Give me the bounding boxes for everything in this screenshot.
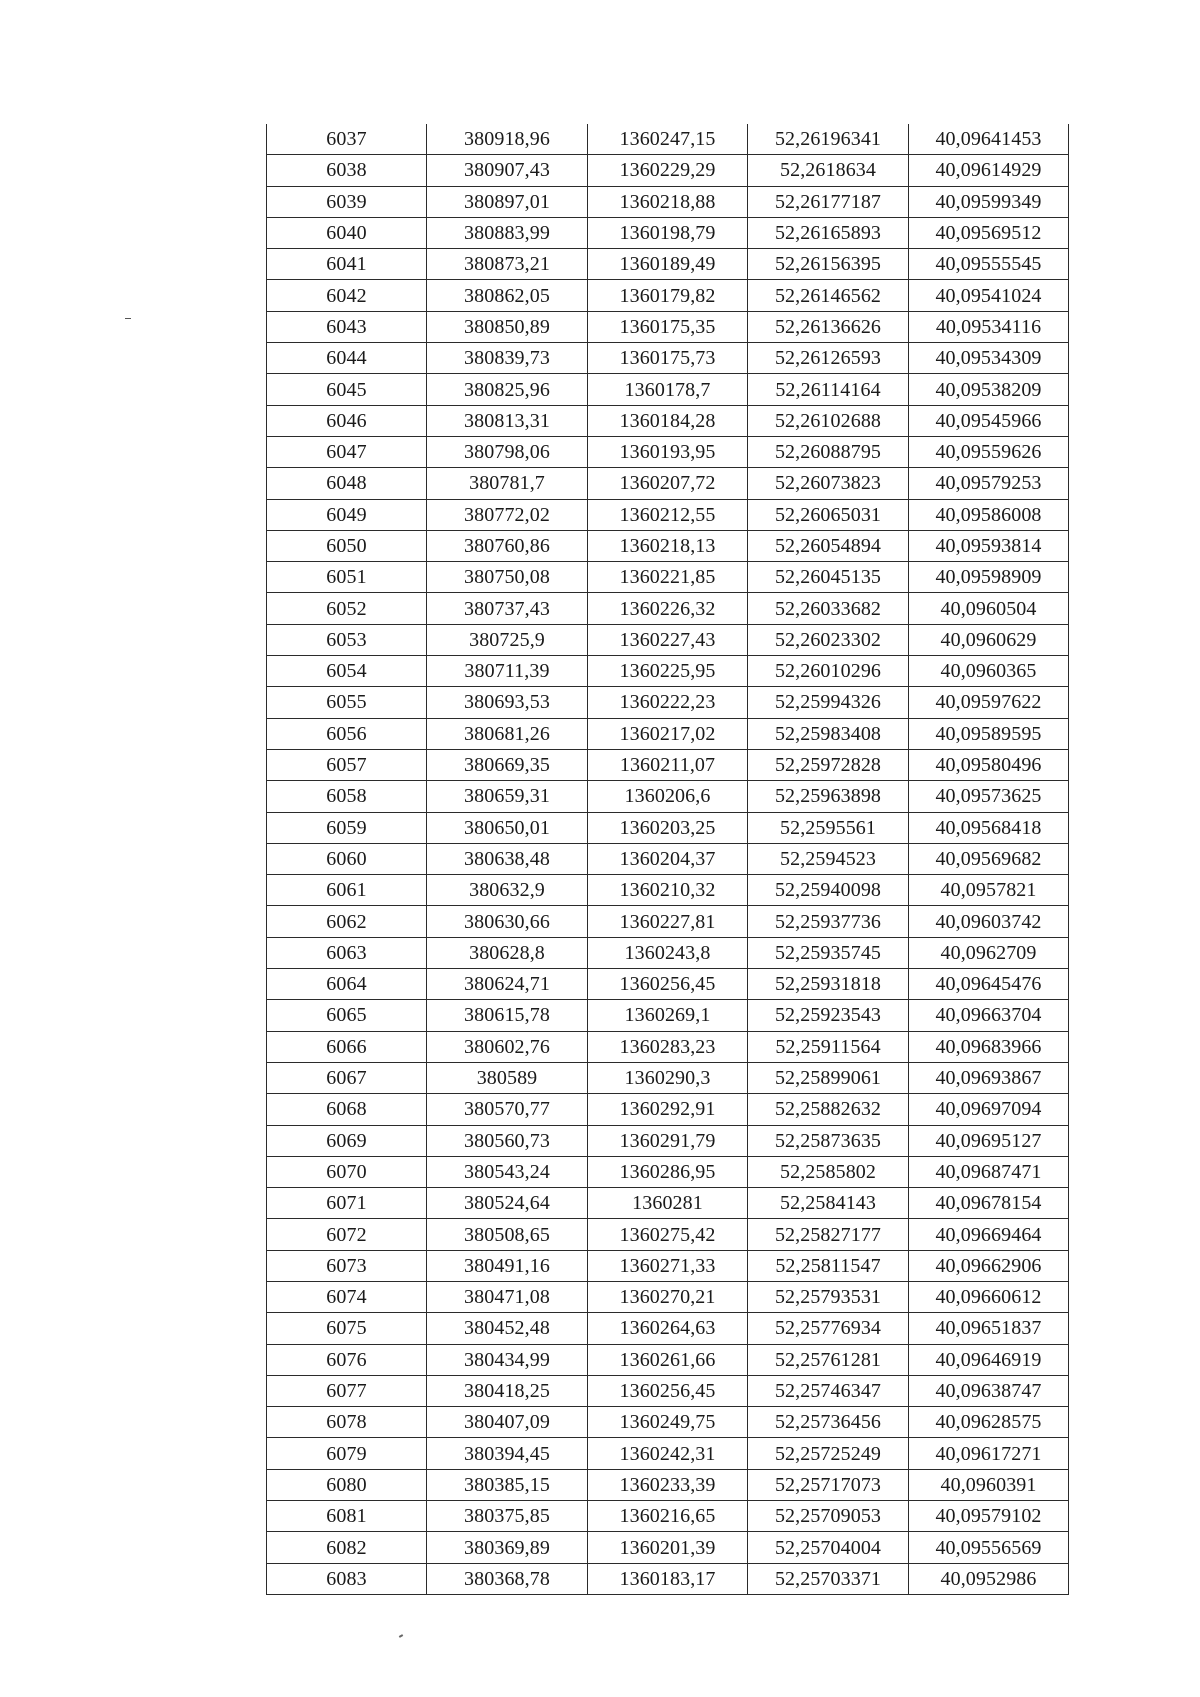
table-row (267, 937, 1069, 968)
point-number-cell: 6080 (267, 1469, 427, 1500)
longitude-cell: 40,09645476 (909, 969, 1069, 1000)
latitude-cell: 52,26136626 (748, 311, 909, 342)
y-coordinate-cell: 1360178,7 (588, 374, 748, 405)
table-row (267, 1407, 1069, 1438)
x-coordinate-cell: 380681,26 (427, 718, 588, 749)
point-number-cell: 6059 (267, 812, 427, 843)
longitude-cell: 40,09641453 (909, 124, 1069, 155)
longitude-cell: 40,09573625 (909, 781, 1069, 812)
table-row (267, 374, 1069, 405)
y-coordinate-cell: 1360226,32 (588, 593, 748, 624)
point-number-cell: 6045 (267, 374, 427, 405)
y-coordinate-cell: 1360271,33 (588, 1250, 748, 1281)
x-coordinate-cell: 380725,9 (427, 624, 588, 655)
y-coordinate-cell: 1360175,35 (588, 311, 748, 342)
longitude-cell: 40,09538209 (909, 374, 1069, 405)
longitude-cell: 40,09559626 (909, 436, 1069, 467)
table-row (267, 1188, 1069, 1219)
y-coordinate-cell: 1360217,02 (588, 718, 748, 749)
point-number-cell: 6040 (267, 217, 427, 248)
y-coordinate-cell: 1360175,73 (588, 343, 748, 374)
longitude-cell: 40,0952986 (909, 1563, 1069, 1594)
x-coordinate-cell: 380630,66 (427, 906, 588, 937)
point-number-cell: 6054 (267, 656, 427, 687)
table-row (267, 875, 1069, 906)
latitude-cell: 52,25972828 (748, 749, 909, 780)
y-coordinate-cell: 1360233,39 (588, 1469, 748, 1500)
point-number-cell: 6044 (267, 343, 427, 374)
point-number-cell: 6047 (267, 436, 427, 467)
x-coordinate-cell: 380760,86 (427, 530, 588, 561)
x-coordinate-cell: 380862,05 (427, 280, 588, 311)
latitude-cell: 52,25963898 (748, 781, 909, 812)
point-number-cell: 6070 (267, 1156, 427, 1187)
latitude-cell: 52,25746347 (748, 1375, 909, 1406)
longitude-cell: 40,09669464 (909, 1219, 1069, 1250)
latitude-cell: 52,25717073 (748, 1469, 909, 1500)
latitude-cell: 52,26054894 (748, 530, 909, 561)
table-row (267, 436, 1069, 467)
point-number-cell: 6072 (267, 1219, 427, 1250)
point-number-cell: 6083 (267, 1563, 427, 1594)
latitude-cell: 52,26065031 (748, 499, 909, 530)
table-row (267, 1375, 1069, 1406)
longitude-cell: 40,09614929 (909, 155, 1069, 186)
point-number-cell: 6037 (267, 124, 427, 155)
table-row (267, 124, 1069, 155)
point-number-cell: 6049 (267, 499, 427, 530)
point-number-cell: 6052 (267, 593, 427, 624)
table-row (267, 718, 1069, 749)
point-number-cell: 6048 (267, 468, 427, 499)
point-number-cell: 6039 (267, 186, 427, 217)
table-row (267, 280, 1069, 311)
longitude-cell: 40,09598909 (909, 562, 1069, 593)
y-coordinate-cell: 1360184,28 (588, 405, 748, 436)
x-coordinate-cell: 380543,24 (427, 1156, 588, 1187)
longitude-cell: 40,09597622 (909, 687, 1069, 718)
y-coordinate-cell: 1360216,65 (588, 1501, 748, 1532)
longitude-cell: 40,09660612 (909, 1281, 1069, 1312)
x-coordinate-cell: 380369,89 (427, 1532, 588, 1563)
point-number-cell: 6073 (267, 1250, 427, 1281)
x-coordinate-cell: 380650,01 (427, 812, 588, 843)
y-coordinate-cell: 1360218,88 (588, 186, 748, 217)
point-number-cell: 6046 (267, 405, 427, 436)
x-coordinate-cell: 380632,9 (427, 875, 588, 906)
x-coordinate-cell: 380524,64 (427, 1188, 588, 1219)
table-row (267, 1313, 1069, 1344)
longitude-cell: 40,09534309 (909, 343, 1069, 374)
x-coordinate-cell: 380918,96 (427, 124, 588, 155)
x-coordinate-cell: 380407,09 (427, 1407, 588, 1438)
x-coordinate-cell: 380659,31 (427, 781, 588, 812)
point-number-cell: 6062 (267, 906, 427, 937)
table-row (267, 1125, 1069, 1156)
point-number-cell: 6058 (267, 781, 427, 812)
table-row (267, 155, 1069, 186)
longitude-cell: 40,09695127 (909, 1125, 1069, 1156)
longitude-cell: 40,09580496 (909, 749, 1069, 780)
y-coordinate-cell: 1360207,72 (588, 468, 748, 499)
y-coordinate-cell: 1360203,25 (588, 812, 748, 843)
point-number-cell: 6078 (267, 1407, 427, 1438)
y-coordinate-cell: 1360206,6 (588, 781, 748, 812)
latitude-cell: 52,2585802 (748, 1156, 909, 1187)
x-coordinate-cell: 380839,73 (427, 343, 588, 374)
x-coordinate-cell: 380570,77 (427, 1094, 588, 1125)
latitude-cell: 52,26102688 (748, 405, 909, 436)
point-number-cell: 6082 (267, 1532, 427, 1563)
y-coordinate-cell: 1360201,39 (588, 1532, 748, 1563)
table-row (267, 843, 1069, 874)
point-number-cell: 6074 (267, 1281, 427, 1312)
x-coordinate-cell: 380813,31 (427, 405, 588, 436)
x-coordinate-cell: 380602,76 (427, 1031, 588, 1062)
table-row (267, 1000, 1069, 1031)
y-coordinate-cell: 1360222,23 (588, 687, 748, 718)
longitude-cell: 40,09569682 (909, 843, 1069, 874)
longitude-cell: 40,09555545 (909, 249, 1069, 280)
x-coordinate-cell: 380798,06 (427, 436, 588, 467)
point-number-cell: 6076 (267, 1344, 427, 1375)
point-number-cell: 6060 (267, 843, 427, 874)
point-number-cell: 6055 (267, 687, 427, 718)
table-row (267, 656, 1069, 687)
longitude-cell: 40,09617271 (909, 1438, 1069, 1469)
point-number-cell: 6051 (267, 562, 427, 593)
longitude-cell: 40,09569512 (909, 217, 1069, 248)
y-coordinate-cell: 1360189,49 (588, 249, 748, 280)
x-coordinate-cell: 380750,08 (427, 562, 588, 593)
latitude-cell: 52,25937736 (748, 906, 909, 937)
latitude-cell: 52,25776934 (748, 1313, 909, 1344)
x-coordinate-cell: 380638,48 (427, 843, 588, 874)
point-number-cell: 6077 (267, 1375, 427, 1406)
longitude-cell: 40,09534116 (909, 311, 1069, 342)
y-coordinate-cell: 1360291,79 (588, 1125, 748, 1156)
longitude-cell: 40,09683966 (909, 1031, 1069, 1062)
x-coordinate-cell: 380560,73 (427, 1125, 588, 1156)
point-number-cell: 6056 (267, 718, 427, 749)
point-number-cell: 6057 (267, 749, 427, 780)
y-coordinate-cell: 1360204,37 (588, 843, 748, 874)
point-number-cell: 6038 (267, 155, 427, 186)
latitude-cell: 52,25931818 (748, 969, 909, 1000)
y-coordinate-cell: 1360218,13 (588, 530, 748, 561)
x-coordinate-cell: 380737,43 (427, 593, 588, 624)
latitude-cell: 52,26114164 (748, 374, 909, 405)
x-coordinate-cell: 380491,16 (427, 1250, 588, 1281)
x-coordinate-cell: 380711,39 (427, 656, 588, 687)
y-coordinate-cell: 1360275,42 (588, 1219, 748, 1250)
latitude-cell: 52,26073823 (748, 468, 909, 499)
table-row (267, 812, 1069, 843)
table-row (267, 969, 1069, 1000)
x-coordinate-cell: 380615,78 (427, 1000, 588, 1031)
latitude-cell: 52,25923543 (748, 1000, 909, 1031)
x-coordinate-cell: 380452,48 (427, 1313, 588, 1344)
latitude-cell: 52,26033682 (748, 593, 909, 624)
latitude-cell: 52,2595561 (748, 812, 909, 843)
latitude-cell: 52,25793531 (748, 1281, 909, 1312)
x-coordinate-cell: 380628,8 (427, 937, 588, 968)
margin-mark (125, 318, 131, 319)
point-number-cell: 6081 (267, 1501, 427, 1532)
table-row (267, 749, 1069, 780)
table-row (267, 1281, 1069, 1312)
scan-speck (399, 1634, 403, 1638)
point-number-cell: 6042 (267, 280, 427, 311)
table-row (267, 1532, 1069, 1563)
latitude-cell: 52,25873635 (748, 1125, 909, 1156)
y-coordinate-cell: 1360286,95 (588, 1156, 748, 1187)
x-coordinate-cell: 380669,35 (427, 749, 588, 780)
latitude-cell: 52,26023302 (748, 624, 909, 655)
latitude-cell: 52,25827177 (748, 1219, 909, 1250)
table-row (267, 1062, 1069, 1093)
longitude-cell: 40,09593814 (909, 530, 1069, 561)
point-number-cell: 6053 (267, 624, 427, 655)
table-row (267, 624, 1069, 655)
latitude-cell: 52,26146562 (748, 280, 909, 311)
latitude-cell: 52,26045135 (748, 562, 909, 593)
y-coordinate-cell: 1360247,15 (588, 124, 748, 155)
y-coordinate-cell: 1360229,29 (588, 155, 748, 186)
latitude-cell: 52,25736456 (748, 1407, 909, 1438)
table-row (267, 1501, 1069, 1532)
point-number-cell: 6071 (267, 1188, 427, 1219)
table-row (267, 499, 1069, 530)
point-number-cell: 6063 (267, 937, 427, 968)
latitude-cell: 52,26010296 (748, 656, 909, 687)
longitude-cell: 40,0960629 (909, 624, 1069, 655)
y-coordinate-cell: 1360210,32 (588, 875, 748, 906)
y-coordinate-cell: 1360249,75 (588, 1407, 748, 1438)
table-row (267, 249, 1069, 280)
x-coordinate-cell: 380883,99 (427, 217, 588, 248)
x-coordinate-cell: 380508,65 (427, 1219, 588, 1250)
table-row (267, 1219, 1069, 1250)
longitude-cell: 40,09651837 (909, 1313, 1069, 1344)
y-coordinate-cell: 1360292,91 (588, 1094, 748, 1125)
longitude-cell: 40,09556569 (909, 1532, 1069, 1563)
point-number-cell: 6041 (267, 249, 427, 280)
table-row (267, 687, 1069, 718)
table-row (267, 1094, 1069, 1125)
y-coordinate-cell: 1360212,55 (588, 499, 748, 530)
latitude-cell: 52,25940098 (748, 875, 909, 906)
table-row (267, 1156, 1069, 1187)
longitude-cell: 40,09586008 (909, 499, 1069, 530)
point-number-cell: 6075 (267, 1313, 427, 1344)
table-row (267, 1344, 1069, 1375)
longitude-cell: 40,09687471 (909, 1156, 1069, 1187)
latitude-cell: 52,25709053 (748, 1501, 909, 1532)
y-coordinate-cell: 1360256,45 (588, 1375, 748, 1406)
table-row (267, 781, 1069, 812)
latitude-cell: 52,26126593 (748, 343, 909, 374)
y-coordinate-cell: 1360221,85 (588, 562, 748, 593)
point-number-cell: 6050 (267, 530, 427, 561)
y-coordinate-cell: 1360225,95 (588, 656, 748, 687)
coordinates-table-body (267, 124, 1069, 1594)
latitude-cell: 52,25811547 (748, 1250, 909, 1281)
table-row (267, 906, 1069, 937)
table-row (267, 1031, 1069, 1062)
longitude-cell: 40,09545966 (909, 405, 1069, 436)
longitude-cell: 40,09697094 (909, 1094, 1069, 1125)
x-coordinate-cell: 380825,96 (427, 374, 588, 405)
latitude-cell: 52,25703371 (748, 1563, 909, 1594)
point-number-cell: 6065 (267, 1000, 427, 1031)
longitude-cell: 40,0960504 (909, 593, 1069, 624)
latitude-cell: 52,26196341 (748, 124, 909, 155)
latitude-cell: 52,25761281 (748, 1344, 909, 1375)
y-coordinate-cell: 1360179,82 (588, 280, 748, 311)
longitude-cell: 40,0962709 (909, 937, 1069, 968)
x-coordinate-cell: 380434,99 (427, 1344, 588, 1375)
longitude-cell: 40,0960391 (909, 1469, 1069, 1500)
y-coordinate-cell: 1360242,31 (588, 1438, 748, 1469)
table-row (267, 217, 1069, 248)
longitude-cell: 40,0957821 (909, 875, 1069, 906)
longitude-cell: 40,09579102 (909, 1501, 1069, 1532)
latitude-cell: 52,25911564 (748, 1031, 909, 1062)
table-row (267, 530, 1069, 561)
table-row (267, 1469, 1069, 1500)
y-coordinate-cell: 1360256,45 (588, 969, 748, 1000)
y-coordinate-cell: 1360198,79 (588, 217, 748, 248)
y-coordinate-cell: 1360183,17 (588, 1563, 748, 1594)
longitude-cell: 40,09599349 (909, 186, 1069, 217)
latitude-cell: 52,26165893 (748, 217, 909, 248)
coordinates-table (266, 124, 1069, 1595)
longitude-cell: 40,09541024 (909, 280, 1069, 311)
latitude-cell: 52,2584143 (748, 1188, 909, 1219)
x-coordinate-cell: 380394,45 (427, 1438, 588, 1469)
longitude-cell: 40,09628575 (909, 1407, 1069, 1438)
longitude-cell: 40,09568418 (909, 812, 1069, 843)
table-row (267, 562, 1069, 593)
latitude-cell: 52,25983408 (748, 718, 909, 749)
point-number-cell: 6069 (267, 1125, 427, 1156)
longitude-cell: 40,09603742 (909, 906, 1069, 937)
longitude-cell: 40,09662906 (909, 1250, 1069, 1281)
y-coordinate-cell: 1360211,07 (588, 749, 748, 780)
y-coordinate-cell: 1360283,23 (588, 1031, 748, 1062)
latitude-cell: 52,25882632 (748, 1094, 909, 1125)
y-coordinate-cell: 1360261,66 (588, 1344, 748, 1375)
x-coordinate-cell: 380385,15 (427, 1469, 588, 1500)
y-coordinate-cell: 1360193,95 (588, 436, 748, 467)
x-coordinate-cell: 380772,02 (427, 499, 588, 530)
latitude-cell: 52,2594523 (748, 843, 909, 874)
x-coordinate-cell: 380907,43 (427, 155, 588, 186)
table-row (267, 405, 1069, 436)
latitude-cell: 52,25935745 (748, 937, 909, 968)
x-coordinate-cell: 380589 (427, 1062, 588, 1093)
x-coordinate-cell: 380781,7 (427, 468, 588, 499)
longitude-cell: 40,09663704 (909, 1000, 1069, 1031)
longitude-cell: 40,09693867 (909, 1062, 1069, 1093)
x-coordinate-cell: 380693,53 (427, 687, 588, 718)
point-number-cell: 6068 (267, 1094, 427, 1125)
x-coordinate-cell: 380873,21 (427, 249, 588, 280)
longitude-cell: 40,09579253 (909, 468, 1069, 499)
x-coordinate-cell: 380471,08 (427, 1281, 588, 1312)
longitude-cell: 40,09646919 (909, 1344, 1069, 1375)
y-coordinate-cell: 1360227,81 (588, 906, 748, 937)
table-row (267, 1250, 1069, 1281)
longitude-cell: 40,09589595 (909, 718, 1069, 749)
x-coordinate-cell: 380375,85 (427, 1501, 588, 1532)
table-row (267, 468, 1069, 499)
latitude-cell: 52,25704004 (748, 1532, 909, 1563)
y-coordinate-cell: 1360269,1 (588, 1000, 748, 1031)
table-row (267, 593, 1069, 624)
point-number-cell: 6043 (267, 311, 427, 342)
latitude-cell: 52,26156395 (748, 249, 909, 280)
table-row (267, 186, 1069, 217)
y-coordinate-cell: 1360270,21 (588, 1281, 748, 1312)
latitude-cell: 52,25994326 (748, 687, 909, 718)
point-number-cell: 6064 (267, 969, 427, 1000)
x-coordinate-cell: 380368,78 (427, 1563, 588, 1594)
x-coordinate-cell: 380897,01 (427, 186, 588, 217)
longitude-cell: 40,09678154 (909, 1188, 1069, 1219)
longitude-cell: 40,0960365 (909, 656, 1069, 687)
y-coordinate-cell: 1360290,3 (588, 1062, 748, 1093)
point-number-cell: 6067 (267, 1062, 427, 1093)
point-number-cell: 6066 (267, 1031, 427, 1062)
y-coordinate-cell: 1360243,8 (588, 937, 748, 968)
table-row (267, 311, 1069, 342)
latitude-cell: 52,25899061 (748, 1062, 909, 1093)
y-coordinate-cell: 1360227,43 (588, 624, 748, 655)
x-coordinate-cell: 380850,89 (427, 311, 588, 342)
x-coordinate-cell: 380418,25 (427, 1375, 588, 1406)
latitude-cell: 52,26088795 (748, 436, 909, 467)
latitude-cell: 52,26177187 (748, 186, 909, 217)
longitude-cell: 40,09638747 (909, 1375, 1069, 1406)
x-coordinate-cell: 380624,71 (427, 969, 588, 1000)
latitude-cell: 52,2618634 (748, 155, 909, 186)
latitude-cell: 52,25725249 (748, 1438, 909, 1469)
table-row (267, 1438, 1069, 1469)
point-number-cell: 6079 (267, 1438, 427, 1469)
table-row (267, 343, 1069, 374)
y-coordinate-cell: 1360281 (588, 1188, 748, 1219)
point-number-cell: 6061 (267, 875, 427, 906)
table-row (267, 1563, 1069, 1594)
y-coordinate-cell: 1360264,63 (588, 1313, 748, 1344)
